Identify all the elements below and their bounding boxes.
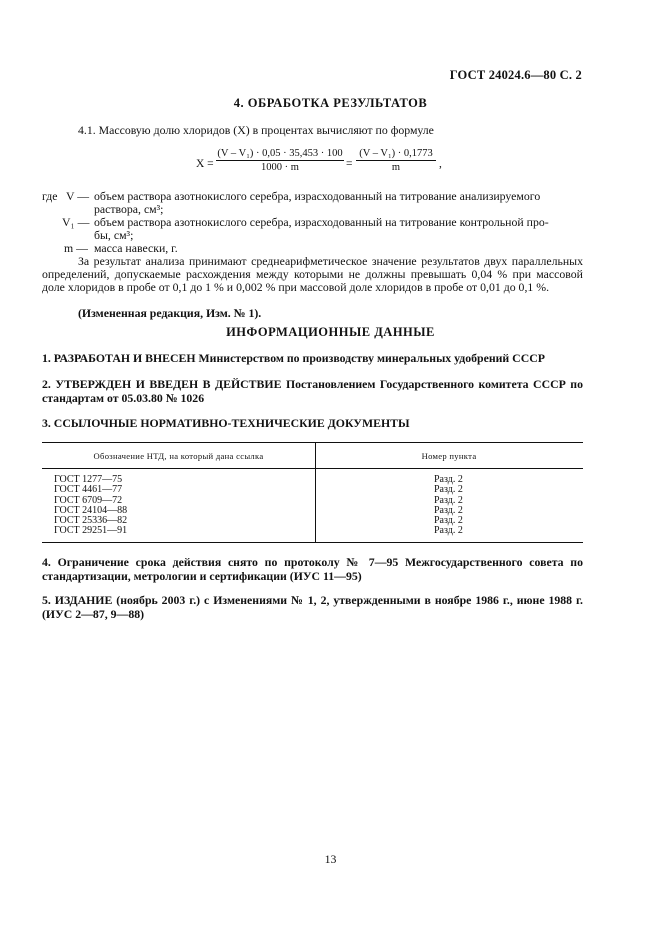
formula-denominator-2: m: [391, 162, 401, 173]
table-cell-clause: Разд. 2: [434, 474, 463, 485]
def-v-text: объем раствора азотнокислого серебра, израсходованный на титрование анализируемого: [94, 189, 541, 203]
paragraph-4-1: 4.1. Массовую долю хлоридов (X) в процентах вычисляют по формуле: [78, 123, 434, 137]
table-cell-doc: ГОСТ 29251—91: [54, 525, 128, 537]
formula-fraction-2: [356, 148, 436, 173]
table-bottom-rule: [42, 542, 583, 543]
info-item-2-heading: 2. УТВЕРЖДЕН И ВВЕДЕН В ДЕЙСТВИЕ: [42, 377, 282, 391]
table-cell-clause: Разд. 2: [434, 504, 463, 516]
info-item-3-title: 3. ССЫЛОЧНЫЕ НОРМАТИВНО-ТЕХНИЧЕСКИЕ ДОКУМЕНТЫ: [42, 416, 410, 430]
references-table: [42, 442, 583, 542]
def-v1-text: объем раствора азотнокислого серебра, израсходованный на титрование контрольной про-: [94, 215, 549, 229]
def-v1-symbol: V₁ —: [62, 215, 90, 229]
table-cell-clause: Разд. 2: [434, 484, 463, 496]
page-header: ГОСТ 24024.6—80 С. 2: [449, 68, 582, 82]
info-item-5-heading: 5. ИЗДАНИЕ: [42, 593, 113, 607]
info-item-1: [42, 351, 583, 365]
formula-denominator-1: 1000 · m: [261, 162, 299, 173]
formula: [196, 148, 456, 182]
page-number: 13: [324, 852, 337, 866]
table-cell-clause: Разд. 2: [434, 525, 463, 537]
formula-numerator-2: (V – V₁) · 0,1773: [356, 148, 436, 161]
def-v1-text-cont: бы, см³;: [94, 228, 134, 242]
table-cell-doc: ГОСТ 1277—75: [54, 474, 123, 485]
info-item-2-text: Постановлением Государственного комитета СССР по стандартам от 05.03.80 № 1026: [42, 377, 583, 405]
formula-fraction-1: [216, 148, 344, 173]
table-cell-clause: Разд. 2: [434, 515, 463, 527]
formula-lhs: X =: [196, 158, 214, 170]
info-item-2: [42, 377, 583, 405]
amendment-note: (Измененная редакция, Изм. № 1).: [78, 306, 262, 320]
def-v-text-cont: раствора, см³;: [94, 202, 164, 216]
table-cell-doc: ГОСТ 4461—77: [54, 484, 123, 496]
info-title: ИНФОРМАЦИОННЫЕ ДАННЫЕ: [226, 325, 435, 339]
table-column-clauses: [434, 475, 463, 537]
paragraph-results: За результат анализа принимают среднеарифметическое значение результатов двух параллельных определений, допускаемые расхождения между которыми не должны превышать 0,04 % при массовой доле хлоридов в пробе от 0,1 до 1 % и 0,002 % при массовой доле хлоридов в пробе от 0,01 до 0,1 %.: [42, 254, 583, 294]
info-item-4: 4. Ограничение срока действия снято по протоколу № 7—95 Межгосударственного совета по стандартизации, метрологии и сертификации (ИУС 11—95): [42, 555, 583, 583]
table-header-documents: Обозначение НТД, на который дана ссылка: [93, 451, 264, 461]
table-top-rule: [42, 442, 583, 443]
table-header-clause: Номер пункта: [421, 451, 477, 461]
formula-comma: ,: [439, 158, 442, 170]
formula-equals: =: [346, 158, 353, 170]
section-4-title: 4. ОБРАБОТКА РЕЗУЛЬТАТОВ: [233, 96, 428, 110]
where-label: где: [42, 189, 58, 203]
formula-numerator-1: (V – V₁) · 0,05 · 35,453 · 100: [217, 148, 343, 159]
table-header-rule: [42, 468, 583, 469]
table-cell-doc: ГОСТ 25336—82: [54, 515, 128, 527]
info-item-1-text: Министерством по производству минеральных удобрений СССР: [198, 351, 545, 365]
info-item-5: [42, 593, 583, 621]
table-cell-doc: ГОСТ 24104—88: [54, 504, 128, 516]
info-item-1-heading: 1. РАЗРАБОТАН И ВНЕСЕН: [42, 351, 196, 365]
table-cell-doc: ГОСТ 6709—72: [54, 494, 123, 506]
table-cell-clause: Разд. 2: [434, 494, 463, 506]
def-v-symbol: V —: [66, 189, 90, 203]
info-item-5-text: (ноябрь 2003 г.) с Изменениями № 1, 2, утвержденными в ноябре 1986 г., июне 1988 г. (ИУС 2—87, 9—88): [42, 593, 583, 621]
table-column-documents: [54, 475, 127, 537]
def-m-symbol: m —: [64, 241, 88, 255]
def-m-text: масса навески, г.: [94, 241, 178, 255]
